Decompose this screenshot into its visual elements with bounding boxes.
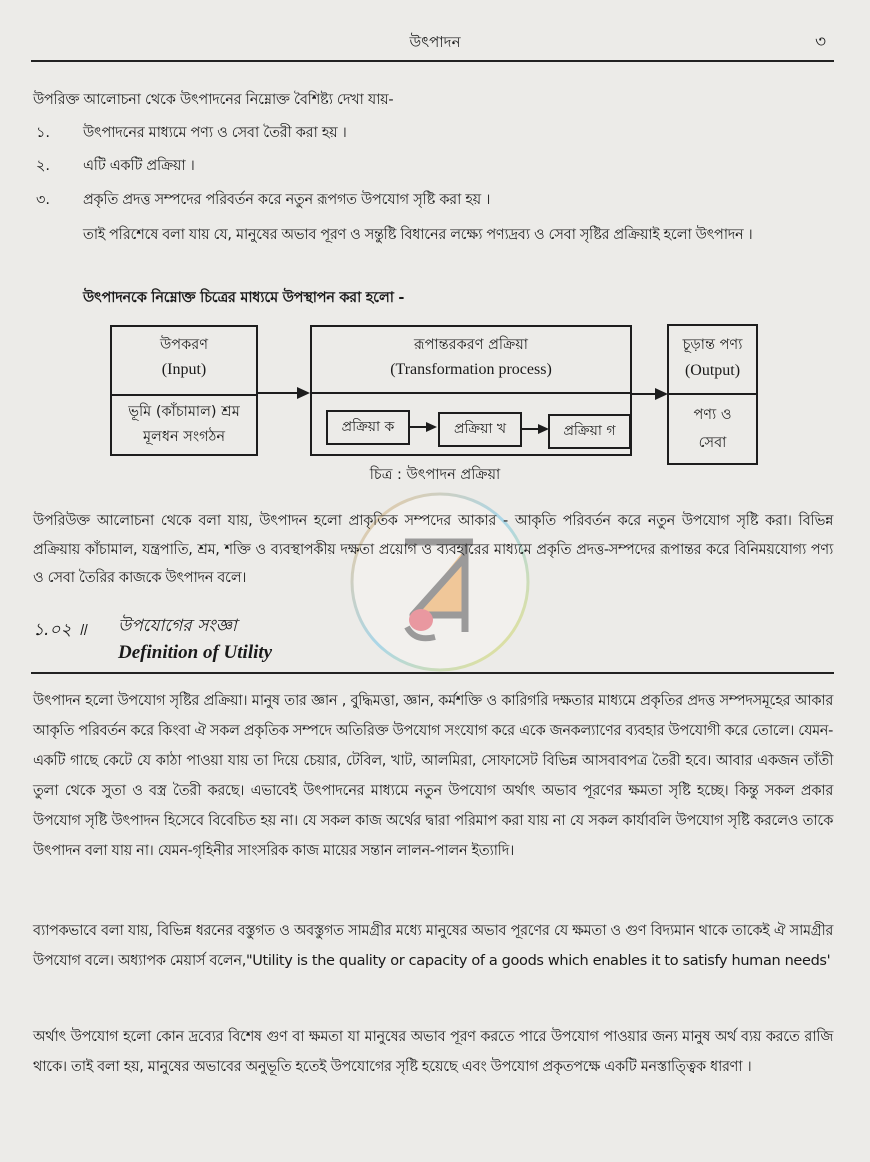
feature-item: উৎপাদনের মাধ্যমে পণ্য ও সেবা তৈরী করা হয় ।: [83, 125, 347, 141]
running-title: উৎপাদন: [409, 33, 461, 51]
input-subtitle: (Input): [161, 361, 207, 378]
body-paragraph: উৎপাদন হলো উপযোগ সৃষ্টির প্রক্রিয়া। মানুষ তার জ্ঞান , বুদ্ধিমত্তা, জ্ঞান, কর্মশক্তি ও কারিগরি দক্ষতার মাধ্যমে প্রকৃতির প্রদত্ত সম্পদসমূহের আকার আকৃতি পরিবর্তন করে কিংবা ঐ সকল প্রকৃতিক সম্পদে অতিরিক্ত উপযোগ সংযোগ করে একে জনকল্যাণের ব্যবহার উপযোগী করে তোলে। যেমন- একটি গাছে কেটে যে কাঠা পাওয়া যায় তা দিয়ে চেয়ার, টেবিল, খাট, আলমিরা, সোফাসেট বিভিন্ন আসবাবপত্র তৈরী হবে। আবার একজন তাঁতী তুলা থেকে সুতা ও বস্ত্র তৈরী করছে। এভাবেই উৎপাদনের মাধ্যমে নতুন উপযোগ অর্থাৎ অভাব পূরণের ক্ষমতা সৃষ্টি হচ্ছে। কিন্তু সকল প্রকার উপযোগ সৃষ্টি উৎপাদন হিসেবে বিবেচিত হয় না। যে সকল কাজ অর্থের দ্বারা পরিমাপ করা যায় না যে সকল কার্যাবলি উপযোগ সৃষ্টি করলেও তাকে উৎপাদন বলা যায় না। যেমন-গৃহিনীর সাংসরিক কাজ মায়ের সন্তান লালন-পালন ইত্যাদি।: [33, 693, 833, 859]
feature-number: ২.: [36, 158, 51, 174]
conclusion-paragraph: তাই পরিশেষে বলা যায় যে, মানুষের অভাব পূরণ ও সন্তুষ্টি বিধানের লক্ষ্যে পণ্যদ্রব্য ও সেবা সৃষ্টির প্রক্রিয়াই হলো উৎপাদন ।: [83, 227, 753, 243]
output-box: [667, 324, 758, 465]
arrow-line: [258, 392, 300, 394]
section-rule: [31, 672, 834, 674]
feature-number: ১.: [36, 125, 51, 141]
output-subtitle: (Output): [684, 362, 741, 379]
transformation-box: [310, 325, 632, 456]
process-step-ka: প্রক্রিয়া ক: [326, 410, 410, 445]
process-title: রূপান্তরকরণ প্রক্রিয়া: [414, 337, 528, 353]
process-through-line: [312, 392, 630, 394]
input-box: [110, 325, 258, 456]
section-number: ১.০২ ॥: [33, 620, 87, 640]
input-line-2: মূলধন সংগঠন: [143, 429, 225, 445]
process-subtitle: (Transformation process): [390, 361, 552, 378]
header-rule: [31, 60, 834, 62]
section-title-bn: উপযোগের সংজ্ঞা: [118, 616, 237, 636]
output-divider: [669, 393, 756, 395]
feature-item: প্রকৃতি প্রদত্ত সম্পদের পরিবর্তন করে নতুন রূপগত উপযোগ সৃষ্টি করা হয় ।: [83, 192, 491, 208]
arrow-right-icon: [297, 387, 310, 399]
process-step-kha: প্রক্রিয়া খ: [438, 412, 522, 447]
input-line-1: ভূমি (কাঁচামাল) শ্রম: [128, 404, 240, 420]
output-line-1: পণ্য ও: [693, 407, 732, 423]
diagram-caption: চিত্র : উৎপাদন প্রক্রিয়া: [369, 467, 501, 483]
feature-item: এটি একটি প্রক্রিয়া ।: [83, 158, 195, 174]
diagram-intro: উৎপাদনকে নিম্নোক্ত চিত্রের মাধ্যমে উপস্থাপন করা হলো -: [83, 290, 405, 306]
body-paragraph: অর্থাৎ উপযোগ হলো কোন দ্রব্যের বিশেষ গুণ বা ক্ষমতা যা মানুষের অভাব পূরণ করতে পারে উপযোগ পাওয়ার জন্য মানুষ অর্থ ব্যয় করতে রাজি থাকে। তাই বলা হয়, মানুষের অভাবের অনুভূতি হতেই উপযোগের সৃষ্টি হয়েছে এবং উপযোগ প্রকৃতপক্ষে একটি মনস্তাত্ত্বিক ধারণা ।: [33, 1029, 833, 1075]
summary-paragraph: উপরিউক্ত আলোচনা থেকে বলা যায়, উৎপাদন হলো প্রাকৃতিক সম্পদের আকার - আকৃতি পরিবর্তন করে নতুন উপযোগ সৃষ্টি করা। বিভিন্ন প্রক্রিয়ায় কাঁচামাল, যন্ত্রপাতি, শ্রম, শক্তি ও ব্যবস্থাপকীয় দক্ষতা প্রয়োগ ও ব্যবহারের মাধ্যমে প্রকৃতি প্রদত্ত-সম্পদের রূপান্তর করে বিনিময়যোগ্য পণ্য ও সেবা তৈরির কাজকে উৎপাদন বলে।: [33, 513, 833, 586]
section-title-en: Definition of Utility: [118, 642, 273, 663]
process-step-ga: প্রক্রিয়া গ: [548, 414, 631, 449]
page-number: ৩: [814, 32, 826, 52]
arrow-line: [632, 393, 656, 395]
arrow-right-icon: [426, 422, 437, 432]
output-title: চূড়ান্ত পণ্য: [682, 337, 743, 353]
feature-number: ৩.: [36, 192, 51, 208]
output-line-2: সেবা: [698, 435, 727, 451]
input-divider: [112, 394, 256, 396]
intro-text: উপরিক্ত আলোচনা থেকে উৎপাদনের নিম্নোক্ত বৈশিষ্ট্য দেখা যায়-: [33, 92, 394, 108]
input-title: উপকরণ: [159, 337, 209, 353]
body-paragraph: ব্যাপকভাবে বলা যায়, বিভিন্ন ধরনের বস্তুগত ও অবস্তুগত সামগ্রীর মধ্যে মানুষের অভাব পূরণের যে ক্ষমতা ও গুণ বিদ্যমান থাকে তাকেই ঐ সামগ্রীর উপযোগ বলে। অধ্যাপক মেয়ার্স বলেন,"Utility is the quality or capacity of a goods which enables it to satisfy human needs': [33, 923, 833, 969]
